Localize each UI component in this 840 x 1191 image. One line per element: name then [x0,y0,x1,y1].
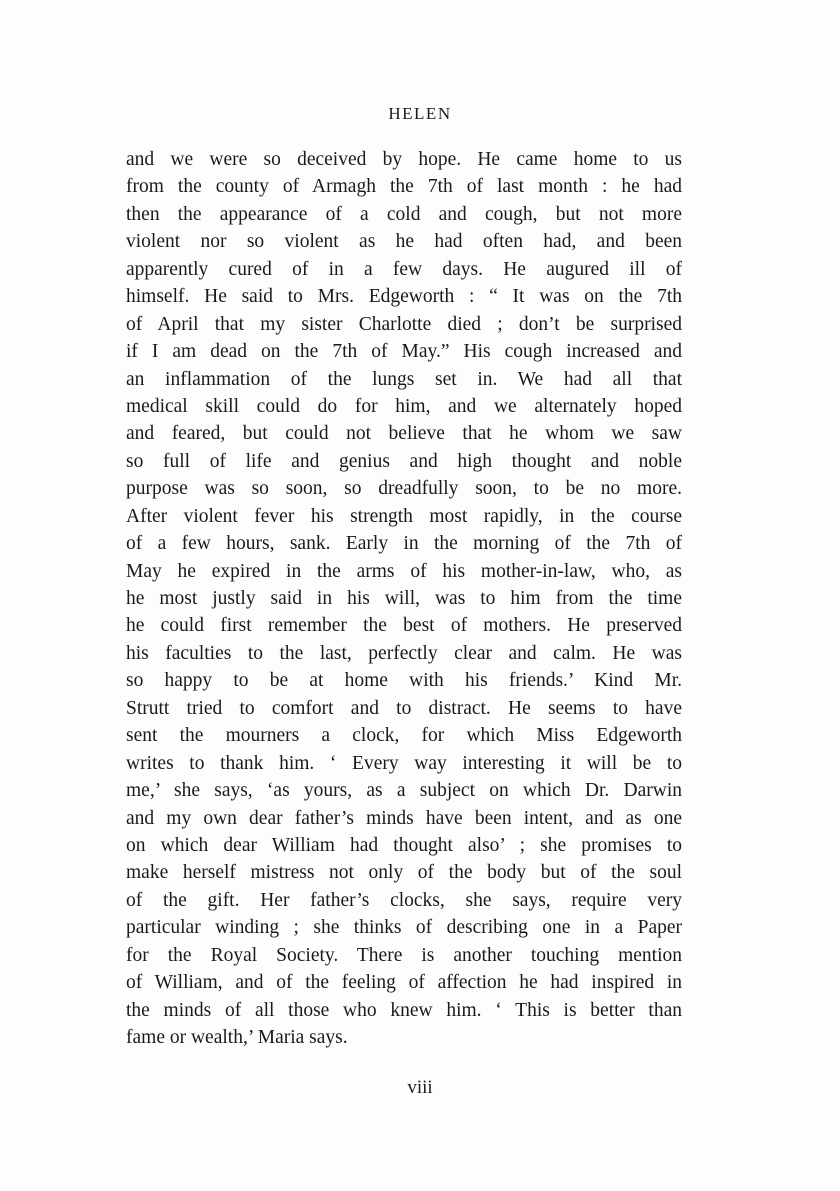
text-line: fame or wealth,’ Maria says. [126,1027,348,1048]
text-line: medical skill could do for him, and we alternately hoped [126,395,682,417]
text-line: After violent fever his strength most rapidly, in the course [126,505,682,527]
text-line: particular winding ; she thinks of describing one in a Paper [126,917,682,939]
text-line: for the Royal Society. There is another touching mention [126,944,682,966]
text-line: an inflammation of the lungs set in. We had all that [126,368,682,390]
text-line: then the appearance of a cold and cough, but not more [126,203,682,225]
text-line: himself. He said to Mrs. Edgeworth : “ It was on the 7th [126,286,682,308]
text-line: purpose was so soon, so dreadfully soon, to be no more. [126,478,682,500]
text-line: of April that my sister Charlotte died ; don’t be surprised [126,313,682,335]
text-line: writes to thank him. ‘ Every way interesting it will be to [126,752,682,774]
text-line: May he expired in the arms of his mother-in-law, who, as [126,560,682,582]
text-line: of a few hours, sank. Early in the morning of the 7th of [126,533,682,555]
running-head: HELEN [388,104,452,123]
page-number: viii [407,1077,433,1098]
text-line: he most justly said in his will, was to him from the time [126,588,682,609]
text-line: and feared, but could not believe that he whom we saw [126,423,682,445]
text-line: from the county of Armagh the 7th of last month : he had [126,176,682,198]
text-line: the minds of all those who knew him. ‘ This is better than [126,999,682,1021]
text-line: he could first remember the best of mothers. He preserved [126,615,682,637]
text-line: make herself mistress not only of the body but of the soul [126,862,682,884]
text-line: of the gift. Her father’s clocks, she says, require very [126,889,682,911]
text-line: and we were so deceived by hope. He came home to us [126,149,682,170]
text-line: if I am dead on the 7th of May.” His cough increased and [126,341,682,363]
body-text [126,146,682,1051]
text-line: his faculties to the last, perfectly clear and calm. He was [126,642,682,664]
text-line: and my own dear father’s minds have been intent, and as one [126,807,682,829]
text-line: so happy to be at home with his friends.’ Kind Mr. [126,670,682,692]
text-line: violent nor so violent as he had often had, and been [126,231,682,253]
text-line: on which dear William had thought also’ ; she promises to [126,834,682,856]
text-line: me,’ she says, ‘as yours, as a subject on which Dr. Darwin [126,780,682,802]
text-line: Strutt tried to comfort and to distract. He seems to have [126,697,682,719]
text-line: apparently cured of in a few days. He augured ill of [126,258,682,280]
text-line: of William, and of the feeling of affection he had inspired in [126,972,682,994]
text-line: so full of life and genius and high thought and noble [126,450,682,472]
text-line: sent the mourners a clock, for which Miss Edgeworth [126,725,682,747]
